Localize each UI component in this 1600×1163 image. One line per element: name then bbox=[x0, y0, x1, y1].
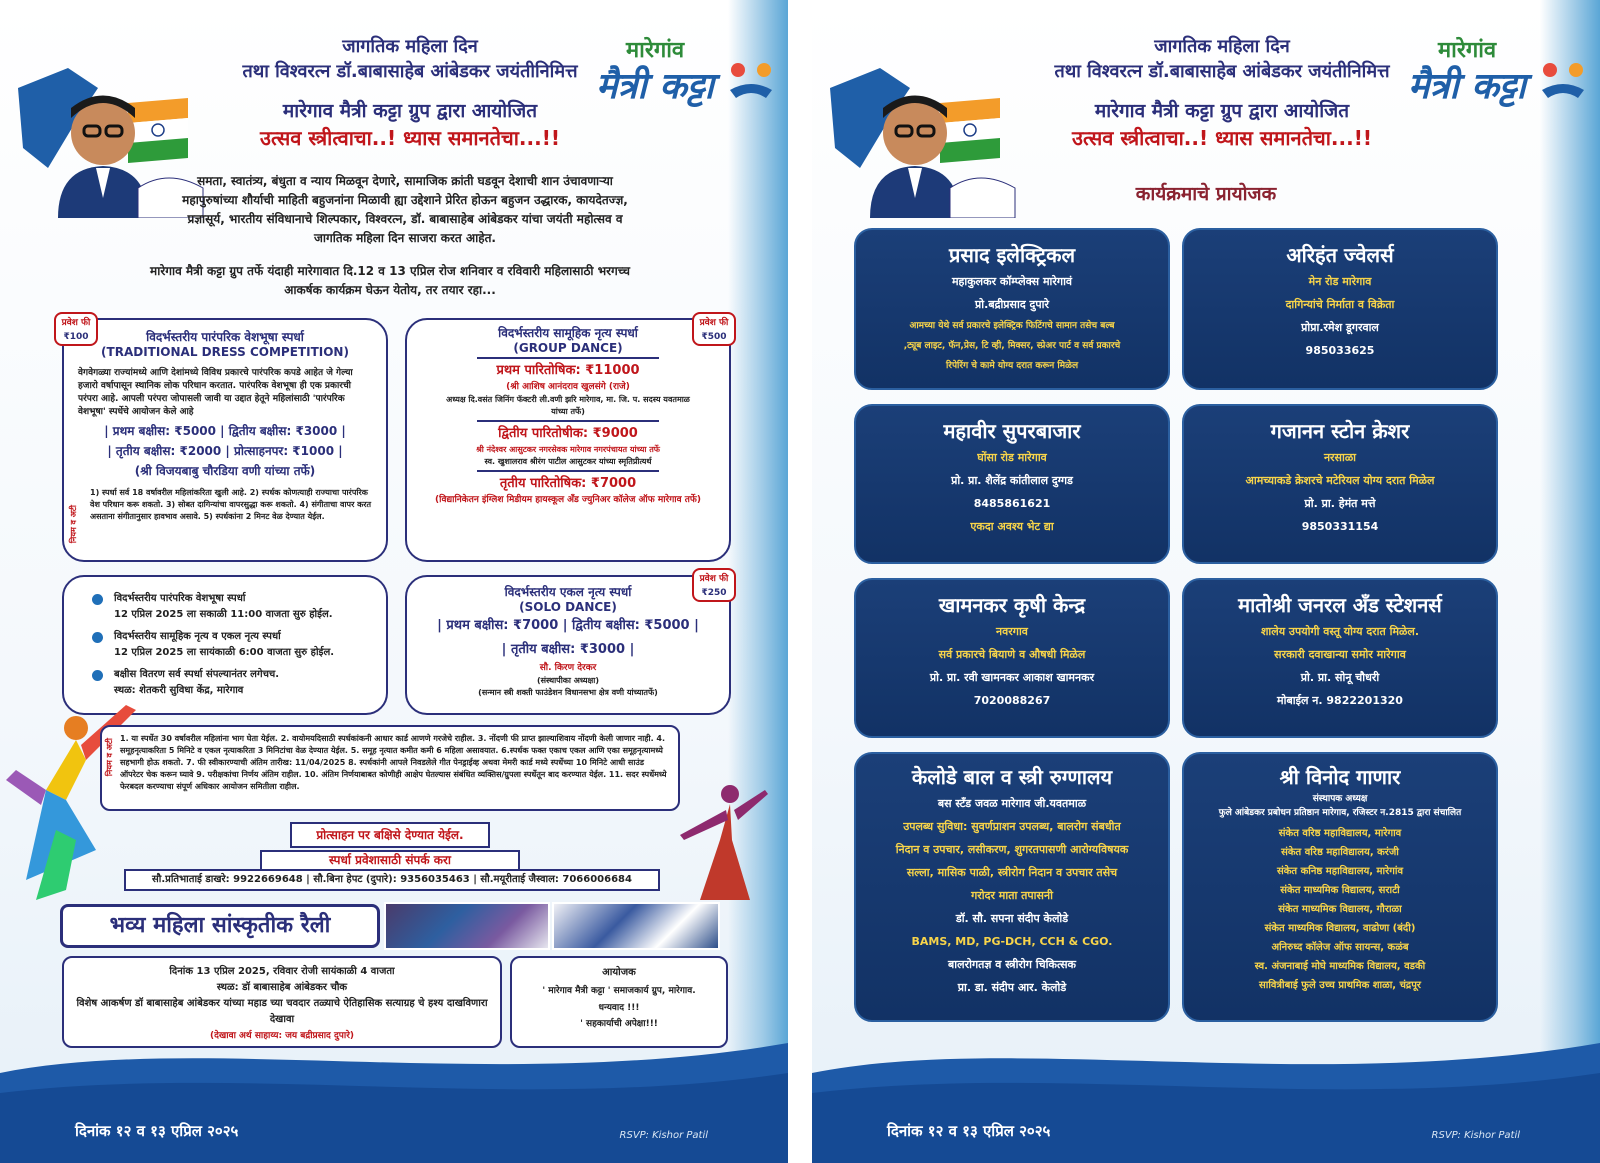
institution-item: स्व. अंजनाबाई मोघे माध्यमिक विद्यालय, वडकी bbox=[1254, 961, 1426, 972]
logo-bottom-text: मैत्री कट्टा bbox=[596, 66, 714, 107]
organizer-cooperation: ' सहकार्याची अपेक्षा!!! bbox=[580, 1019, 658, 1029]
sponsor-card bbox=[1182, 404, 1498, 564]
handshake-icon bbox=[1538, 60, 1588, 104]
group-fee-badge bbox=[692, 312, 736, 346]
footer-date: दिनांक १२ व १३ एप्रिल २०२५ bbox=[887, 1122, 1051, 1140]
institution-item: संकेत वरिष्ठ महाविद्यालय, मारेगाव bbox=[1278, 828, 1402, 839]
logo-top-text: मारेगांव bbox=[1438, 38, 1497, 63]
sponsor-name: केलोडे बाल व स्त्री रुग्णालय bbox=[911, 765, 1113, 789]
traditional-fee-badge bbox=[54, 312, 98, 346]
solo-prize-line-1: | प्रथम बक्षीस: ₹7000 | द्वितीय बक्षीस: ₹5000 | bbox=[437, 618, 699, 633]
organizer-thanks: धन्यवाद !!! bbox=[598, 1003, 640, 1013]
logo-top-text: मारेगांव bbox=[626, 38, 685, 63]
fee-value: ₹250 bbox=[701, 588, 727, 598]
sponsor-address: मेन रोड मारेगाव bbox=[1308, 275, 1372, 288]
traditional-title: विदर्भस्तरीय पारंपरिक वेशभूषा स्पर्धा bbox=[146, 330, 304, 344]
traditional-sponsor: (श्री विजयबाबु चौरडिया वणी यांच्या तर्फे) bbox=[134, 464, 316, 478]
general-rules-text: 1. या स्पर्धेत 30 वर्षावरील महिलांना भाग घेता येईल. 2. वायोमयदिसाठी स्पर्धकांकनी आधार कार्ड आणणे गरजेचे राहील. 3. नोंदणी फी प्राप्त झाल्याशिवाय नोंदणी केली जाणार नाही. 4. समूहनृत्याकरिता 5 मिनिटे व एकल नृत्याकरिता 3 मिनिटांचा वेळ देण्यात येईल. 5. समूह नृत्यात कमीत कमी 6 महिला असावयात. 6.स्पर्धक फक्त एकाच एकल आणि एका समूहनृत्यामध्ये सहभागी होऊ शकतो. 7. फी स्वीकारण्याची अंतिम तारीख: 11/04/2025 8. स्पर्धकांनी आपले निवडलेले गीत पेनड्राईव्ह अथवा मेमरी कार्ड मध्ये स्पर्धेच्या 10 मिनिटे आधी साउंड ऑपरेटर चेक करून घ्यावे 9. परीक्षकांचा निर्णय अंतिम राहील. 10. अंतिम निर्णयाबाबत कोणीही आक्षेप घेतल्यास संबंधित व्यक्तिस/ग्रुपला स्पर्धेतून बाद करण्यात येईल. 11. सदर स्पर्धेमध्ये फेरबदल करण्याचा संपूर्ण अधिकार आयोजन समितीला राहील. bbox=[120, 734, 667, 791]
traditional-rules-label: नियम व अटी bbox=[69, 505, 78, 544]
rally-sponsor: (देखावा अर्थ साहाय्य: जय बद्रीप्रसाद दुपारे) bbox=[210, 1031, 354, 1041]
schedule-item-time: 12 एप्रिल 2025 ला सकाळी 11:00 वाजता सुरु होईल. bbox=[114, 609, 333, 620]
header-line-2: तथा विश्वरत्न डॉ.बाबासाहेब आंबेडकर जयंतीनिमित्त bbox=[242, 61, 578, 82]
schedule-item bbox=[92, 667, 372, 699]
schedule-item-title: बक्षीस वितरण सर्व स्पर्धा संपल्यानंतर लगेचच. bbox=[114, 669, 280, 680]
sponsor-owner: प्रो.बद्रीप्रसाद दुपारे bbox=[975, 298, 1049, 311]
sponsor-name: अरिहंत ज्वेलर्स bbox=[1286, 243, 1394, 267]
sponsor-detail: दागिन्यांचे निर्माता व विक्रेता bbox=[1285, 298, 1395, 311]
sponsor-address: महाकुलकर कॉम्प्लेक्स मारेगावं bbox=[951, 275, 1073, 288]
divider bbox=[477, 420, 659, 422]
sponsor-owner: प्रो. प्रा. सोनू चौधरी bbox=[1300, 671, 1380, 684]
traditional-description: वेगवेगळ्या राज्यांमध्ये आणि देशांमध्ये विविध प्रकारचे पारंपरिक कपडे आहेत जे गेल्या हजारो वर्षापासून स्थानिक लोक परिधान करतात. पारंपरिक वेशभूषा ही एक प्रकारची परंपरा आहे. आपली परंपरा जोपासली जावी या उद्दात हेतूने महिलांसाठी 'पारंपरिक वेशभूषा' स्पर्धेचे आयोजन केले आहे bbox=[78, 368, 353, 417]
decorative-wave bbox=[728, 0, 788, 1163]
sponsor-detail: सर्व प्रकारचे बियाणे व औषधी मिळेल bbox=[938, 648, 1086, 661]
sponsor-detail: शालेय उपयोगी वस्तू योग्य दरात मिळेल. bbox=[1260, 625, 1420, 638]
bottom-wave bbox=[0, 1033, 788, 1163]
contact-numbers: सौ.प्रतिभाताई डाखरे: 9922669648 | सौ.बिना हेपट (दुपारे): 9356035463 | सौ.मयूरीताई जैस्वाल: 7066006684 bbox=[124, 869, 660, 891]
organizer-box bbox=[510, 956, 728, 1048]
sponsor-detail: आमच्याकडे क्रेशरचे मटेरियल योग्य दरात मिळेल bbox=[1245, 474, 1435, 487]
solo-prize-line-2: | तृतीय बक्षीस: ₹3000 | bbox=[501, 642, 635, 657]
sponsor-name: श्री विनोद गाणार bbox=[1279, 765, 1401, 789]
header-line-1: जागतिक महिला दिन bbox=[342, 36, 478, 57]
right-poster-page bbox=[812, 0, 1600, 1163]
general-rules-label: नियम व अटी bbox=[105, 738, 114, 777]
group-second-prize: द्वितीय पारितोषीक: ₹9000 bbox=[498, 426, 638, 441]
page-gutter bbox=[788, 0, 812, 1163]
sponsor-detail: गरोदर माता तपासनी bbox=[971, 889, 1053, 902]
left-poster-page bbox=[0, 0, 788, 1163]
traditional-prize-line-2: | तृतीय बक्षीस: ₹2000 | प्रोत्साहनपर: ₹1000 | bbox=[107, 444, 343, 458]
sponsor-specialty: बालरोगतज्ञ व स्त्रीरोग चिकित्सक bbox=[948, 958, 1076, 971]
rally-photo-1 bbox=[384, 902, 550, 950]
sponsor-owner: प्रो. प्रा. रवी खामनकर आकाश खामनकर bbox=[929, 671, 1095, 684]
schedule-item-title: विदर्भस्तरीय सामूहिक नृत्य व एकल नृत्य स्पर्धा bbox=[114, 631, 281, 642]
sponsor-card bbox=[854, 228, 1170, 390]
schedule-item-time: 12 एप्रिल 2025 ला सायंकाळी 6:00 वाजता सुरु होईल. bbox=[114, 647, 335, 658]
institution-item: संकेत माध्यमिक विद्यालय, वाढोणा (बंदी) bbox=[1264, 923, 1416, 934]
group-title: विदर्भस्तरीय सामूहिक नृत्य स्पर्धा bbox=[498, 326, 638, 340]
traditional-prize-line-1: | प्रथम बक्षीस: ₹5000 | द्वितीय बक्षीस: ₹3000 | bbox=[104, 424, 346, 438]
sponsor-name: खामनकर कृषी केन्द्र bbox=[938, 593, 1086, 617]
fee-value: ₹100 bbox=[63, 332, 89, 342]
sponsor-detail: एकदा अवश्य भेट द्या bbox=[970, 520, 1054, 533]
group-third-prize: तृतीय पारितोषिक: ₹7000 bbox=[499, 476, 637, 491]
sponsor-qualification: BAMS, MD, PG-DCH, CCH & CGO. bbox=[911, 935, 1113, 948]
poster-header bbox=[160, 34, 660, 152]
sponsor-doctor: डॉ. सौ. सपना संदीप केलोडे bbox=[955, 912, 1069, 925]
institution-item: सावित्रीबाई फुले उच्च प्राथमिक शाळा, चंद्रपूर bbox=[1258, 980, 1422, 991]
traditional-subtitle: (TRADITIONAL DRESS COMPETITION) bbox=[101, 345, 349, 359]
general-rules-box bbox=[100, 725, 680, 811]
schedule-item bbox=[92, 629, 372, 661]
group-third-sponsor: (विद्यानिकेतन इंग्लिश मिडीयम हायस्कूल अँड ज्युनिअर कॉलेज ऑफ मारेगाव तर्फे) bbox=[435, 495, 701, 505]
organizer-name: ' मारेगाव मैत्री कट्टा ' समाजकार्य ग्रुप, मारेगाव. bbox=[542, 986, 696, 996]
intro-paragraph: समता, स्वातंत्र्य, बंधुता व न्याय मिळवून देणारे, सामाजिक क्रांती घडवून देशाची शान उंचावणाऱ्या महापुरुषांच्या शौर्याची माहिती बहुजनांना मिळावी ह्या उद्देशाने प्रेरित होऊन बहुजन उद्धारक, कायदेतज्ज्ञ, प्रज्ञासूर्य, भारतीय संविधानाचे शिल्पकार, विश्वरत्न, डॉ. बाबासाहेब आंबेडकर यांचा जयंती महोत्सव व जागतिक महिला दिन साजरा करत आहेत. bbox=[182, 174, 628, 245]
sponsor-name: गजानन स्टोन क्रेशर bbox=[1270, 419, 1410, 443]
group-first-sponsor-detail: अध्यक्ष दि.वसंत जिनिंग फॅक्टरी ली.वणी झरि मारेगाव, मा. जि. प. सदस्य यवतमाळ यांच्या तर्फे) bbox=[446, 395, 690, 416]
rally-attraction: विशेष आकर्षण डॉ बाबासाहेब आंबेडकर यांच्या महाड च्या चवदार तळ्याचे ऐतिहासिक सत्याग्रह चे हश्य दाखविणारा देखावा bbox=[76, 998, 488, 1025]
sponsor-owner: प्रो. प्रा. हेमंत मत्ते bbox=[1304, 497, 1376, 510]
sponsor-card bbox=[854, 578, 1170, 738]
sponsor-role: संस्थापक अध्यक्ष bbox=[1312, 794, 1368, 804]
sponsor-detail: रिपेरिंग चे कामे योग्य दरात करून मिळेल bbox=[945, 361, 1079, 371]
solo-fee-badge bbox=[692, 568, 736, 602]
sponsor-phone: मोबाईल न. 9822201320 bbox=[1277, 694, 1403, 707]
schedule-item-place: स्थळ: शेतकरी सुविधा केंद्र, मारेगाव bbox=[114, 685, 244, 696]
group-dance-box bbox=[405, 318, 731, 562]
schedule-box bbox=[62, 575, 388, 715]
sponsor-detail: उपलब्ध सुविधा: सुवर्णप्राशन उपलब्ध, बालरोग संबधीत bbox=[903, 820, 1121, 833]
fee-label: प्रवेश फी bbox=[61, 318, 91, 328]
header-line-3: मारेगाव मैत्री कट्टा ग्रुप द्वारा आयोजित bbox=[282, 100, 538, 122]
sponsor-address: बस स्टँड जवळ मारेगाव जी.यवतमाळ bbox=[937, 797, 1087, 810]
sponsor-phone: 8485861621 bbox=[973, 497, 1051, 510]
sponsor-owner: प्रोप्रा.रमेश डूगरवाल bbox=[1301, 321, 1379, 334]
sponsor-detail: निदान व उपचार, लसीकरण, शुगरतपासणी आरोग्यविषयक bbox=[895, 843, 1129, 856]
sponsor-name: महावीर सुपरबाजार bbox=[943, 419, 1081, 443]
fee-value: ₹500 bbox=[701, 332, 727, 342]
footer-rsvp: RSVP: Kishor Patil bbox=[1431, 1130, 1520, 1141]
sponsor-name: प्रसाद इलेक्ट्रिकल bbox=[948, 243, 1076, 267]
fee-label: प्रवेश फी bbox=[699, 318, 729, 328]
logo-bottom-text: मैत्री कट्टा bbox=[1408, 66, 1526, 107]
solo-sponsor-name: सौ. किरण देरकर bbox=[539, 663, 597, 673]
traditional-rules: 1) स्पर्धा सर्व 18 वर्षावरील महिलांकरिता खुली आहे. 2) स्पर्धक कोणत्याही राज्याचा पारंपरिक वेश परिधान करू शकतो. 3) सोबत दागिन्यांचा वापरसुद्धा करू शकतो. 4) संगीताचा वापर करत असताना संगीतानुसार हावभाव असावे. 5) स्पर्धकांना 2 मिनट वेळ देण्यात येईल. bbox=[90, 488, 372, 521]
poster-header bbox=[972, 34, 1472, 152]
encouragement-prize-note: प्रोत्साहन पर बक्षिसे देण्यात येईल. bbox=[290, 822, 490, 848]
rally-venue: स्थळ: डॉ बाबासाहेब आंबेडकर चौक bbox=[216, 982, 348, 993]
organizer-title: आयोजक bbox=[602, 967, 636, 978]
solo-dance-box bbox=[405, 575, 731, 715]
sponsor-card bbox=[1182, 578, 1498, 738]
fee-label: प्रवेश फी bbox=[699, 574, 729, 584]
header-line-3: मारेगाव मैत्री कट्टा ग्रुप द्वारा आयोजित bbox=[1094, 100, 1350, 122]
header-tagline: उत्सव स्त्रीत्वाचा..! ध्यास समानतेचा...!! bbox=[1072, 126, 1372, 150]
traditional-dress-box bbox=[62, 318, 388, 562]
institution-item: संकेत वरिष्ठ महाविद्यालय, करंजी bbox=[1281, 847, 1399, 858]
group-subtitle: (GROUP DANCE) bbox=[513, 341, 623, 355]
sponsor-doctor: प्रा. डा. संदीप आर. केलोडे bbox=[957, 981, 1067, 994]
solo-sponsor-role: (संस्थापीका अध्यक्षा) bbox=[536, 676, 600, 685]
sponsor-card bbox=[1182, 228, 1498, 390]
rally-details-box bbox=[62, 956, 502, 1048]
group-second-sponsor: श्री नंदेश्वर आसुटकर नगरसेवक मारेगाव नगरपंचायत यांच्या तर्फे bbox=[476, 445, 660, 454]
sponsor-address: सरकारी दवाखान्या समोर मारेगाव bbox=[1274, 648, 1406, 661]
solo-sponsor-org: (सन्मान स्त्री शक्ती फाउंडेशन विधानसभा क्षेत्र वणी यांच्यातर्फे) bbox=[478, 688, 658, 697]
sponsor-phone: 9850331154 bbox=[1301, 520, 1379, 533]
rally-photo-2 bbox=[552, 902, 720, 950]
maitri-katta-logo bbox=[1408, 34, 1588, 114]
schedule-item-title: विदर्भस्तरीय पारंपरिक वेशभूषा स्पर्धा bbox=[114, 593, 246, 604]
divider bbox=[477, 357, 659, 359]
sponsor-card bbox=[1182, 752, 1498, 1022]
bottom-wave bbox=[812, 1033, 1600, 1163]
sponsor-phone: 7020088267 bbox=[973, 694, 1051, 707]
divider bbox=[477, 470, 659, 472]
decorative-wave bbox=[1540, 0, 1600, 1163]
footer-date: दिनांक १२ व १३ एप्रिल २०२५ bbox=[75, 1122, 239, 1140]
maitri-katta-logo bbox=[596, 34, 776, 114]
rally-date: दिनांक 13 एप्रिल 2025, रविवार रोजी सायंकाळी 4 वाजता bbox=[169, 966, 395, 977]
solo-subtitle: (SOLO DANCE) bbox=[519, 600, 617, 614]
intro-announcement: मारेगाव मैत्री कट्टा ग्रुप तर्फे यंदाही मारेगावात दि.12 व 13 एप्रिल रोज शनिवार व रविवारी महिलासाठी भरगच्च आकर्षक कार्यक्रम घेऊन येतोय, तर तयार रहा... bbox=[150, 264, 630, 297]
header-line-1: जागतिक महिला दिन bbox=[1154, 36, 1290, 57]
header-line-2: तथा विश्वरत्न डॉ.बाबासाहेब आंबेडकर जयंतीनिमित्त bbox=[1054, 61, 1390, 82]
header-tagline: उत्सव स्त्रीत्वाचा..! ध्यास समानतेचा...!! bbox=[260, 126, 560, 150]
sponsor-card bbox=[854, 752, 1170, 1022]
institution-item: संकेत कनिष्ठ महाविद्यालय, मारेगांव bbox=[1276, 866, 1404, 877]
footer-rsvp: RSVP: Kishor Patil bbox=[619, 1130, 708, 1141]
institution-item: संकेत माध्यमिक विद्यालय, सराटी bbox=[1280, 885, 1400, 896]
solo-title: विदर्भस्तरीय एकल नृत्य स्पर्धा bbox=[504, 585, 632, 599]
handshake-icon bbox=[726, 60, 776, 104]
sponsor-card bbox=[854, 404, 1170, 564]
schedule-item bbox=[92, 591, 372, 623]
sponsors-title: कार्यक्रमाचे प्रायोजक bbox=[1135, 183, 1277, 205]
sponsor-owner: प्रो. प्रा. शैलेंद्र कांतीलाल दुग्गड bbox=[951, 474, 1073, 487]
sponsor-detail: ,ट्यूब लाइट, फॅन,प्रेस, टि व्ही, मिक्सर, स्प्रेअर पार्ट व सर्व प्रकारचे bbox=[903, 341, 1121, 351]
group-second-sponsor-detail: स्व. खुशालराव श्रीरंग पाटील आसुटकर यांच्या स्मृतिप्रीत्यर्थ bbox=[484, 457, 652, 466]
group-first-prize: प्रथम पारितोषिक: ₹11000 bbox=[496, 363, 640, 378]
sponsor-address: नवरगाव bbox=[996, 625, 1028, 638]
institution-item: संकेत माध्यमिक विद्यालय, गौराळा bbox=[1278, 904, 1402, 915]
sponsor-phone: 985033625 bbox=[1305, 344, 1375, 357]
sponsor-address: घोंसा रोड मारेगाव bbox=[977, 451, 1047, 464]
sponsor-trust: फुले आंबेडकर प्रबोधन प्रतिष्ठान मारेगाव, रजिस्टर न.2815 द्वारा संचालित bbox=[1218, 808, 1462, 818]
institution-item: अनिरुध्द कॉलेज ऑफ सायन्स, कळंब bbox=[1271, 942, 1409, 953]
sponsor-detail: सल्ला, मासिक पाळी, स्त्रीरोग निदान व उपचार तसेच bbox=[906, 866, 1118, 879]
sponsor-detail: आमच्या येथे सर्व प्रकारचे इलेक्ट्रिक फिटिंगचे सामान तसेच बल्ब bbox=[909, 321, 1115, 331]
group-first-sponsor: (श्री आशिष आनंदराव खुलसंगे (राजे) bbox=[506, 382, 630, 392]
rally-banner: भव्य महिला सांस्कृतीक रैली bbox=[60, 904, 380, 948]
contact-title: स्पर्धा प्रवेशासाठी संपर्क करा bbox=[260, 850, 520, 870]
sponsor-name: मातोश्री जनरल अँड स्टेशनर्स bbox=[1238, 593, 1442, 617]
sponsor-address: नरसाळा bbox=[1323, 451, 1357, 464]
